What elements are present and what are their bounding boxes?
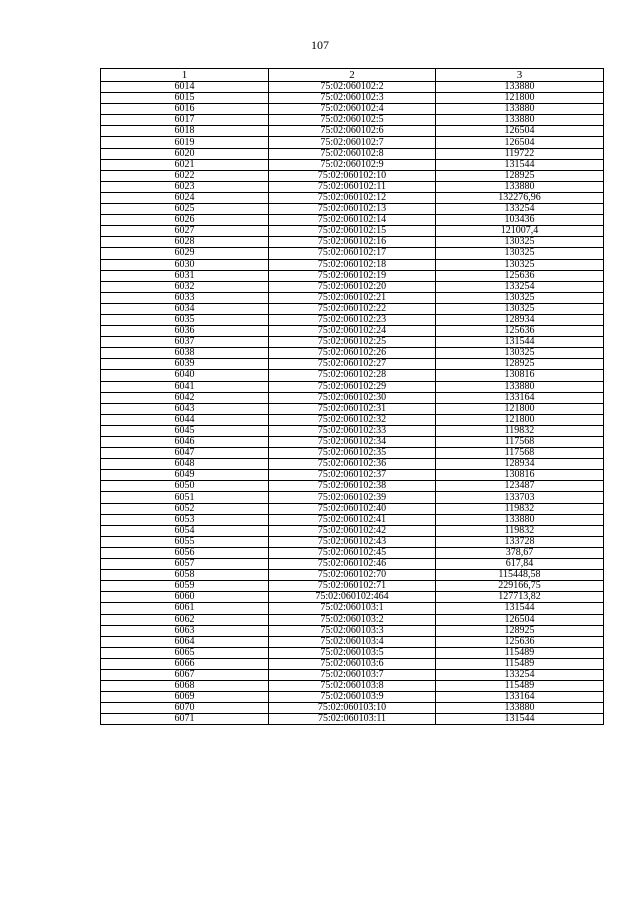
- cadastral-value-cell: 125636: [436, 636, 604, 647]
- cadastral-value-cell: 130325: [436, 303, 604, 314]
- row-number-cell: 6048: [101, 459, 269, 470]
- row-number-cell: 6069: [101, 692, 269, 703]
- table-row: [101, 381, 604, 392]
- row-number-cell: 6052: [101, 503, 269, 514]
- cadastral-value-cell: 103436: [436, 215, 604, 226]
- cadastral-number-cell: 75:02:060102:13: [269, 204, 436, 215]
- cadastral-value-cell: 133254: [436, 281, 604, 292]
- cadastral-value-cell: 121007,4: [436, 226, 604, 237]
- cadastral-number-cell: 75:02:060102:9: [269, 159, 436, 170]
- row-number-cell: 6032: [101, 281, 269, 292]
- row-number-cell: 6029: [101, 248, 269, 259]
- table-row: [101, 215, 604, 226]
- cadastral-number-cell: 75:02:060103:1: [269, 603, 436, 614]
- table-row: [101, 348, 604, 359]
- cadastral-number-cell: 75:02:060102:19: [269, 270, 436, 281]
- row-number-cell: 6031: [101, 270, 269, 281]
- cadastral-value-cell: 128934: [436, 314, 604, 325]
- cadastral-number-cell: 75:02:060102:22: [269, 303, 436, 314]
- table-row: [101, 525, 604, 536]
- table-row: [101, 115, 604, 126]
- cadastral-number-cell: 75:02:060102:28: [269, 370, 436, 381]
- cadastral-value-cell: 119722: [436, 148, 604, 159]
- cadastral-number-cell: 75:02:060102:34: [269, 437, 436, 448]
- table-row: [101, 614, 604, 625]
- cadastral-value-cell: 130325: [436, 348, 604, 359]
- cadastral-value-cell: 133880: [436, 381, 604, 392]
- table-row: [101, 204, 604, 215]
- cadastral-number-cell: 75:02:060102:30: [269, 392, 436, 403]
- table-row: [101, 592, 604, 603]
- row-number-cell: 6044: [101, 414, 269, 425]
- row-number-cell: 6035: [101, 314, 269, 325]
- row-number-cell: 6058: [101, 570, 269, 581]
- cadastral-value-cell: 130325: [436, 259, 604, 270]
- table-row: [101, 658, 604, 669]
- cadastral-number-cell: 75:02:060103:10: [269, 703, 436, 714]
- cadastral-number-cell: 75:02:060102:32: [269, 414, 436, 425]
- row-number-cell: 6066: [101, 658, 269, 669]
- cadastral-number-cell: 75:02:060102:2: [269, 82, 436, 93]
- cadastral-value-cell: 117568: [436, 437, 604, 448]
- cadastral-value-cell: 130325: [436, 237, 604, 248]
- row-number-cell: 6033: [101, 292, 269, 303]
- table-row: [101, 337, 604, 348]
- page-number: 107: [311, 38, 329, 52]
- cadastral-value-cell: 119832: [436, 525, 604, 536]
- cadastral-number-cell: 75:02:060103:6: [269, 658, 436, 669]
- cadastral-value-cell: 130816: [436, 370, 604, 381]
- cadastral-value-cell: 131544: [436, 337, 604, 348]
- table-row: [101, 448, 604, 459]
- table-row: [101, 226, 604, 237]
- cadastral-number-cell: 75:02:060102:45: [269, 547, 436, 558]
- table-row: [101, 259, 604, 270]
- table-row: [101, 669, 604, 680]
- row-number-cell: 6053: [101, 514, 269, 525]
- cadastral-value-cell: 133880: [436, 82, 604, 93]
- table-row: [101, 137, 604, 148]
- table-row: [101, 104, 604, 115]
- table-row: [101, 270, 604, 281]
- cadastral-number-cell: 75:02:060102:26: [269, 348, 436, 359]
- cadastral-value-cell: 119832: [436, 503, 604, 514]
- table-row: [101, 425, 604, 436]
- row-number-cell: 6060: [101, 592, 269, 603]
- cadastral-number-cell: 75:02:060102:37: [269, 470, 436, 481]
- row-number-cell: 6039: [101, 359, 269, 370]
- row-number-cell: 6055: [101, 536, 269, 547]
- table-row: [101, 559, 604, 570]
- table-row: [101, 547, 604, 558]
- cadastral-number-cell: 75:02:060102:12: [269, 192, 436, 203]
- cadastral-number-cell: 75:02:060102:18: [269, 259, 436, 270]
- row-number-cell: 6061: [101, 603, 269, 614]
- row-number-cell: 6019: [101, 137, 269, 148]
- row-number-cell: 6017: [101, 115, 269, 126]
- table-row: [101, 470, 604, 481]
- table-row: [101, 403, 604, 414]
- table-row: [101, 314, 604, 325]
- table-row: [101, 681, 604, 692]
- cadastral-value-cell: 126504: [436, 137, 604, 148]
- cadastral-value-cell: 115489: [436, 681, 604, 692]
- row-number-cell: 6049: [101, 470, 269, 481]
- row-number-cell: 6050: [101, 481, 269, 492]
- cadastral-number-cell: 75:02:060103:5: [269, 647, 436, 658]
- cadastral-value-cell: 115448,58: [436, 570, 604, 581]
- cadastral-value-cell: 378,67: [436, 547, 604, 558]
- row-number-cell: 6016: [101, 104, 269, 115]
- table-row: [101, 703, 604, 714]
- table-row: [101, 359, 604, 370]
- cadastral-number-cell: 75:02:060102:21: [269, 292, 436, 303]
- cadastral-value-cell: 133880: [436, 181, 604, 192]
- cadastral-number-cell: 75:02:060102:71: [269, 581, 436, 592]
- cadastral-number-cell: 75:02:060102:14: [269, 215, 436, 226]
- cadastral-value-cell: 130325: [436, 292, 604, 303]
- cadastral-value-cell: 131544: [436, 603, 604, 614]
- table-row: [101, 514, 604, 525]
- row-number-cell: 6051: [101, 492, 269, 503]
- column-header-1: 1: [101, 69, 269, 82]
- cadastral-value-cell: 127713,82: [436, 592, 604, 603]
- row-number-cell: 6028: [101, 237, 269, 248]
- cadastral-number-cell: 75:02:060103:7: [269, 669, 436, 680]
- row-number-cell: 6065: [101, 647, 269, 658]
- table-row: [101, 303, 604, 314]
- cadastral-value-cell: 229166,75: [436, 581, 604, 592]
- cadastral-number-cell: 75:02:060102:15: [269, 226, 436, 237]
- row-number-cell: 6014: [101, 82, 269, 93]
- row-number-cell: 6022: [101, 170, 269, 181]
- table-row: [101, 93, 604, 104]
- cadastral-value-cell: 133880: [436, 104, 604, 115]
- cadastral-value-cell: 115489: [436, 647, 604, 658]
- table-row: [101, 714, 604, 725]
- table-row: [101, 82, 604, 93]
- cadastral-number-cell: 75:02:060102:464: [269, 592, 436, 603]
- table-row: [101, 459, 604, 470]
- table-row: [101, 481, 604, 492]
- cadastral-number-cell: 75:02:060102:17: [269, 248, 436, 259]
- cadastral-value-table: [100, 68, 604, 725]
- table-row: [101, 581, 604, 592]
- row-number-cell: 6054: [101, 525, 269, 536]
- cadastral-value-cell: 131544: [436, 159, 604, 170]
- cadastral-number-cell: 75:02:060102:31: [269, 403, 436, 414]
- cadastral-value-cell: 133728: [436, 536, 604, 547]
- cadastral-number-cell: 75:02:060102:8: [269, 148, 436, 159]
- cadastral-number-cell: 75:02:060103:2: [269, 614, 436, 625]
- cadastral-number-cell: 75:02:060102:40: [269, 503, 436, 514]
- row-number-cell: 6071: [101, 714, 269, 725]
- row-number-cell: 6018: [101, 126, 269, 137]
- cadastral-number-cell: 75:02:060102:10: [269, 170, 436, 181]
- table-row: [101, 326, 604, 337]
- cadastral-value-cell: 126504: [436, 614, 604, 625]
- table-row: [101, 536, 604, 547]
- cadastral-value-cell: 121800: [436, 403, 604, 414]
- cadastral-number-cell: 75:02:060102:41: [269, 514, 436, 525]
- table-row: [101, 159, 604, 170]
- table-header: [101, 69, 604, 82]
- row-number-cell: 6034: [101, 303, 269, 314]
- cadastral-number-cell: 75:02:060102:5: [269, 115, 436, 126]
- cadastral-number-cell: 75:02:060102:25: [269, 337, 436, 348]
- cadastral-value-cell: 125636: [436, 270, 604, 281]
- cadastral-number-cell: 75:02:060102:11: [269, 181, 436, 192]
- row-number-cell: 6036: [101, 326, 269, 337]
- cadastral-value-cell: 133254: [436, 204, 604, 215]
- header-row: [101, 69, 604, 82]
- cadastral-value-cell: 121800: [436, 93, 604, 104]
- cadastral-number-cell: 75:02:060103:8: [269, 681, 436, 692]
- cadastral-value-cell: 131544: [436, 714, 604, 725]
- cadastral-value-cell: 126504: [436, 126, 604, 137]
- table-row: [101, 292, 604, 303]
- cadastral-number-cell: 75:02:060102:46: [269, 559, 436, 570]
- cadastral-value-cell: 133254: [436, 669, 604, 680]
- cadastral-number-cell: 75:02:060102:4: [269, 104, 436, 115]
- cadastral-number-cell: 75:02:060102:33: [269, 425, 436, 436]
- cadastral-number-cell: 75:02:060102:24: [269, 326, 436, 337]
- row-number-cell: 6026: [101, 215, 269, 226]
- cadastral-value-cell: 133164: [436, 392, 604, 403]
- cadastral-number-cell: 75:02:060102:20: [269, 281, 436, 292]
- row-number-cell: 6027: [101, 226, 269, 237]
- row-number-cell: 6020: [101, 148, 269, 159]
- table-row: [101, 370, 604, 381]
- row-number-cell: 6023: [101, 181, 269, 192]
- row-number-cell: 6015: [101, 93, 269, 104]
- cadastral-value-cell: 132276,96: [436, 192, 604, 203]
- cadastral-value-cell: 617,84: [436, 559, 604, 570]
- table-row: [101, 625, 604, 636]
- cadastral-number-cell: 75:02:060102:29: [269, 381, 436, 392]
- cadastral-number-cell: 75:02:060102:36: [269, 459, 436, 470]
- table-row: [101, 281, 604, 292]
- cadastral-value-cell: 130325: [436, 248, 604, 259]
- cadastral-number-cell: 75:02:060102:39: [269, 492, 436, 503]
- cadastral-value-cell: 133164: [436, 692, 604, 703]
- cadastral-value-cell: 119832: [436, 425, 604, 436]
- cadastral-number-cell: 75:02:060102:35: [269, 448, 436, 459]
- cadastral-number-cell: 75:02:060102:38: [269, 481, 436, 492]
- cadastral-value-cell: 128934: [436, 459, 604, 470]
- cadastral-value-cell: 128925: [436, 170, 604, 181]
- table-row: [101, 392, 604, 403]
- cadastral-value-cell: 133880: [436, 514, 604, 525]
- cadastral-number-cell: 75:02:060102:43: [269, 536, 436, 547]
- table-row: [101, 603, 604, 614]
- table-row: [101, 414, 604, 425]
- row-number-cell: 6024: [101, 192, 269, 203]
- row-number-cell: 6042: [101, 392, 269, 403]
- cadastral-value-cell: 133703: [436, 492, 604, 503]
- cadastral-number-cell: 75:02:060102:42: [269, 525, 436, 536]
- cadastral-value-cell: 130816: [436, 470, 604, 481]
- row-number-cell: 6040: [101, 370, 269, 381]
- row-number-cell: 6057: [101, 559, 269, 570]
- table-row: [101, 248, 604, 259]
- table-row: [101, 647, 604, 658]
- cadastral-value-cell: 121800: [436, 414, 604, 425]
- cadastral-number-cell: 75:02:060103:9: [269, 692, 436, 703]
- column-header-3: 3: [436, 69, 604, 82]
- cadastral-number-cell: 75:02:060102:6: [269, 126, 436, 137]
- row-number-cell: 6064: [101, 636, 269, 647]
- table-row: [101, 170, 604, 181]
- row-number-cell: 6063: [101, 625, 269, 636]
- table-row: [101, 148, 604, 159]
- cadastral-number-cell: 75:02:060103:4: [269, 636, 436, 647]
- column-header-2: 2: [269, 69, 436, 82]
- table-row: [101, 636, 604, 647]
- cadastral-value-cell: 125636: [436, 326, 604, 337]
- cadastral-value-cell: 115489: [436, 658, 604, 669]
- row-number-cell: 6046: [101, 437, 269, 448]
- cadastral-value-cell: 133880: [436, 703, 604, 714]
- table-row: [101, 570, 604, 581]
- row-number-cell: 6045: [101, 425, 269, 436]
- cadastral-number-cell: 75:02:060103:11: [269, 714, 436, 725]
- row-number-cell: 6030: [101, 259, 269, 270]
- cadastral-value-cell: 117568: [436, 448, 604, 459]
- table-row: [101, 126, 604, 137]
- row-number-cell: 6059: [101, 581, 269, 592]
- table-row: [101, 437, 604, 448]
- table-row: [101, 503, 604, 514]
- row-number-cell: 6068: [101, 681, 269, 692]
- row-number-cell: 6047: [101, 448, 269, 459]
- cadastral-value-cell: 133880: [436, 115, 604, 126]
- table-row: [101, 692, 604, 703]
- table-row: [101, 192, 604, 203]
- row-number-cell: 6070: [101, 703, 269, 714]
- cadastral-number-cell: 75:02:060102:23: [269, 314, 436, 325]
- table-body: [101, 82, 604, 725]
- cadastral-number-cell: 75:02:060103:3: [269, 625, 436, 636]
- table-row: [101, 181, 604, 192]
- cadastral-value-cell: 123487: [436, 481, 604, 492]
- row-number-cell: 6062: [101, 614, 269, 625]
- table-row: [101, 492, 604, 503]
- row-number-cell: 6021: [101, 159, 269, 170]
- row-number-cell: 6025: [101, 204, 269, 215]
- row-number-cell: 6037: [101, 337, 269, 348]
- cadastral-number-cell: 75:02:060102:3: [269, 93, 436, 104]
- cadastral-value-cell: 128925: [436, 359, 604, 370]
- cadastral-number-cell: 75:02:060102:7: [269, 137, 436, 148]
- row-number-cell: 6056: [101, 547, 269, 558]
- row-number-cell: 6067: [101, 669, 269, 680]
- cadastral-number-cell: 75:02:060102:16: [269, 237, 436, 248]
- cadastral-number-cell: 75:02:060102:70: [269, 570, 436, 581]
- cadastral-number-cell: 75:02:060102:27: [269, 359, 436, 370]
- row-number-cell: 6038: [101, 348, 269, 359]
- cadastral-value-cell: 128925: [436, 625, 604, 636]
- table-row: [101, 237, 604, 248]
- row-number-cell: 6043: [101, 403, 269, 414]
- row-number-cell: 6041: [101, 381, 269, 392]
